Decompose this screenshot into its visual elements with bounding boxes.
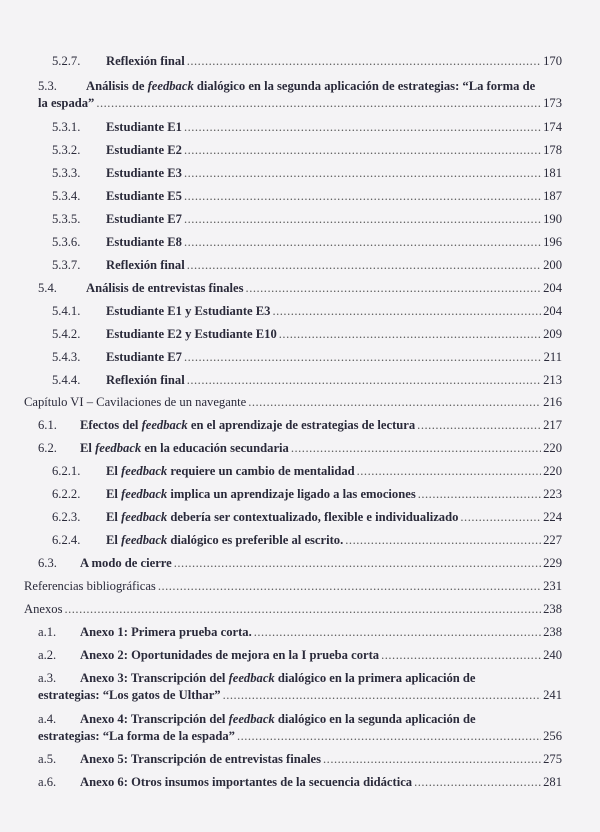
toc-entry[interactable]: [52, 350, 562, 365]
entry-title: Reflexión final: [106, 258, 185, 272]
entry-page: 275: [543, 752, 562, 766]
entry-page: 217: [543, 418, 562, 432]
entry-title-cont: estrategias: “La forma de la espada”: [38, 729, 235, 743]
toc-entry[interactable]: [52, 235, 562, 250]
entry-title: A modo de cierre: [80, 556, 172, 570]
entry-page: 238: [543, 625, 562, 639]
dot-leader: [248, 395, 541, 410]
dot-leader: [187, 258, 541, 273]
dot-leader: [184, 120, 541, 135]
dot-leader: [184, 166, 541, 181]
dot-leader: [381, 648, 541, 663]
dot-leader: [460, 510, 541, 525]
dot-leader: [184, 189, 541, 204]
entry-title: El feedback requiere un cambio de mentalidad: [106, 464, 355, 478]
dot-leader: [96, 96, 541, 111]
entry-title: Estudiante E8: [106, 235, 182, 249]
entry-page: 216: [543, 395, 562, 409]
entry-number: a.4.: [38, 712, 57, 726]
toc-entry[interactable]: [52, 464, 562, 479]
entry-number: a.5.: [38, 752, 57, 766]
entry-title-cont: estrategias: “Los gatos de Ulthar”: [38, 688, 221, 702]
entry-title: Reflexión final: [106, 373, 185, 387]
dot-leader: [417, 418, 541, 433]
entry-page: 240: [543, 648, 562, 662]
entry-title: Análisis de entrevistas finales: [86, 281, 244, 295]
dot-leader: [184, 235, 541, 250]
entry-number: 5.3.4.: [52, 189, 81, 203]
toc-entry[interactable]: [52, 166, 562, 181]
entry-page: 190: [543, 212, 562, 226]
dot-leader: [254, 625, 541, 640]
entry-title: Estudiante E1: [106, 120, 182, 134]
dot-leader: [357, 464, 541, 479]
toc-entry-continuation[interactable]: [38, 688, 562, 703]
entry-title: El feedback dialógico es preferible al escrito.: [106, 533, 344, 547]
entry-number: 5.4.4.: [52, 373, 81, 387]
entry-title: Estudiante E2 y Estudiante E10: [106, 327, 277, 341]
entry-number: a.6.: [38, 775, 57, 789]
entry-number: 6.1.: [38, 418, 57, 432]
dot-leader: [187, 373, 541, 388]
dot-leader: [184, 212, 541, 227]
toc-entry[interactable]: [52, 258, 562, 273]
entry-title: Estudiante E7: [106, 212, 182, 226]
dot-leader: [174, 556, 541, 571]
toc-entry[interactable]: [52, 487, 562, 502]
entry-number: 6.2.4.: [52, 533, 81, 547]
entry-title: El feedback implica un aprendizaje ligado a las emociones: [106, 487, 416, 501]
chapter-title: Referencias bibliográficas: [24, 579, 156, 593]
toc-entry[interactable]: [38, 671, 562, 686]
entry-title: Anexo 1: Primera prueba corta.: [80, 625, 252, 639]
entry-title: Anexo 2: Oportunidades de mejora en la I prueba corta: [80, 648, 380, 662]
toc-entry[interactable]: [52, 510, 562, 525]
toc-entry[interactable]: [52, 54, 562, 69]
dot-leader: [64, 602, 541, 617]
dot-leader: [223, 688, 542, 703]
entry-number: 5.3.: [38, 79, 57, 93]
entry-title: Anexo 4: Transcripción del feedback dialógico en la segunda aplicación de: [80, 712, 476, 726]
toc-entry[interactable]: [38, 418, 562, 433]
toc-entry[interactable]: [24, 395, 562, 410]
entry-title: Estudiante E5: [106, 189, 182, 203]
entry-number: a.1.: [38, 625, 57, 639]
toc-entry[interactable]: [38, 775, 562, 790]
entry-number: 5.2.7.: [52, 54, 81, 68]
entry-page: 220: [543, 464, 562, 478]
dot-leader: [246, 281, 542, 296]
entry-number: 5.3.5.: [52, 212, 81, 226]
entry-page: 211: [543, 350, 562, 364]
entry-number: 6.2.1.: [52, 464, 81, 478]
entry-page: 204: [543, 281, 562, 295]
dot-leader: [272, 304, 541, 319]
dot-leader: [158, 579, 541, 594]
entry-page: 281: [543, 775, 562, 789]
entry-number: 5.3.7.: [52, 258, 81, 272]
toc-entry[interactable]: [38, 79, 562, 94]
entry-number: 6.2.2.: [52, 487, 81, 501]
entry-page: 204: [543, 304, 562, 318]
entry-page: 224: [543, 510, 562, 524]
entry-number: 5.4.1.: [52, 304, 81, 318]
dot-leader: [418, 487, 541, 502]
toc-entry[interactable]: [52, 304, 562, 319]
toc-entry[interactable]: [38, 556, 562, 571]
entry-page: 173: [543, 96, 562, 110]
entry-page: 209: [543, 327, 562, 341]
entry-title: Estudiante E3: [106, 166, 182, 180]
entry-title: Estudiante E7: [106, 350, 182, 364]
dot-leader: [414, 775, 541, 790]
toc-entry[interactable]: [38, 441, 562, 456]
toc-entry[interactable]: [38, 752, 562, 767]
toc-entry[interactable]: [38, 625, 562, 640]
entry-number: a.2.: [38, 648, 57, 662]
entry-page: 256: [543, 729, 562, 743]
toc-entry[interactable]: [52, 327, 562, 342]
dot-leader: [345, 533, 541, 548]
entry-page: 227: [543, 533, 562, 547]
toc-entry[interactable]: [52, 189, 562, 204]
entry-number: 6.3.: [38, 556, 57, 570]
entry-page: 238: [543, 602, 562, 616]
entry-title: El feedback debería ser contextualizado, flexible e individualizado: [106, 510, 459, 524]
toc-entry-continuation[interactable]: [38, 96, 562, 111]
entry-title: Anexo 3: Transcripción del feedback dialógico en la primera aplicación de: [80, 671, 476, 685]
entry-page: 229: [543, 556, 562, 570]
toc-entry[interactable]: [52, 120, 562, 135]
dot-leader: [323, 752, 541, 767]
entry-number: 5.4.3.: [52, 350, 81, 364]
toc-entry-continuation[interactable]: [38, 729, 562, 744]
chapter-title: Anexos: [24, 602, 63, 616]
entry-page: 241: [543, 688, 562, 702]
toc-entry[interactable]: [52, 212, 562, 227]
entry-page: 196: [543, 235, 562, 249]
entry-title: Estudiante E1 y Estudiante E3: [106, 304, 271, 318]
chapter-title: Capítulo VI – Cavilaciones de un navegante: [24, 395, 247, 409]
entry-page: 220: [543, 441, 562, 455]
entry-number: 5.3.1.: [52, 120, 81, 134]
entry-number: a.3.: [38, 671, 57, 685]
entry-title: El feedback en la educación secundaria: [80, 441, 289, 455]
entry-page: 181: [543, 166, 562, 180]
dot-leader: [184, 143, 541, 158]
dot-leader: [184, 350, 542, 365]
entry-page: 178: [543, 143, 562, 157]
toc-entry[interactable]: [24, 579, 562, 594]
entry-page: 187: [543, 189, 562, 203]
toc-entry[interactable]: [52, 533, 562, 548]
entry-number: 5.4.: [38, 281, 57, 295]
entry-title: Anexo 5: Transcripción de entrevistas finales: [80, 752, 322, 766]
entry-number: 5.3.3.: [52, 166, 81, 180]
entry-number: 5.3.2.: [52, 143, 81, 157]
entry-number: 5.4.2.: [52, 327, 81, 341]
entry-title: Efectos del feedback en el aprendizaje de estrategias de lectura: [80, 418, 416, 432]
toc-entry[interactable]: [52, 143, 562, 158]
entry-title: Anexo 6: Otros insumos importantes de la secuencia didáctica: [80, 775, 413, 789]
entry-page: 231: [543, 579, 562, 593]
entry-number: 6.2.3.: [52, 510, 81, 524]
entry-title-cont: la espada”: [38, 96, 95, 110]
entry-title: Reflexión final: [106, 54, 185, 68]
entry-page: 200: [543, 258, 562, 272]
entry-title: Estudiante E2: [106, 143, 182, 157]
dot-leader: [291, 441, 541, 456]
entry-page: 174: [543, 120, 562, 134]
dot-leader: [279, 327, 541, 342]
entry-number: 5.3.6.: [52, 235, 81, 249]
toc-entry[interactable]: [38, 648, 562, 663]
entry-page: 213: [543, 373, 562, 387]
dot-leader: [237, 729, 541, 744]
toc-entry[interactable]: [24, 602, 562, 617]
entry-title: Análisis de feedback dialógico en la segunda aplicación de estrategias: “La forma de: [86, 79, 536, 93]
entry-page: 170: [543, 54, 562, 68]
entry-page: 223: [543, 487, 562, 501]
toc-entry[interactable]: [52, 373, 562, 388]
entry-number: 6.2.: [38, 441, 57, 455]
toc-entry[interactable]: [38, 281, 562, 296]
dot-leader: [187, 54, 541, 69]
toc-entry[interactable]: [38, 712, 562, 727]
